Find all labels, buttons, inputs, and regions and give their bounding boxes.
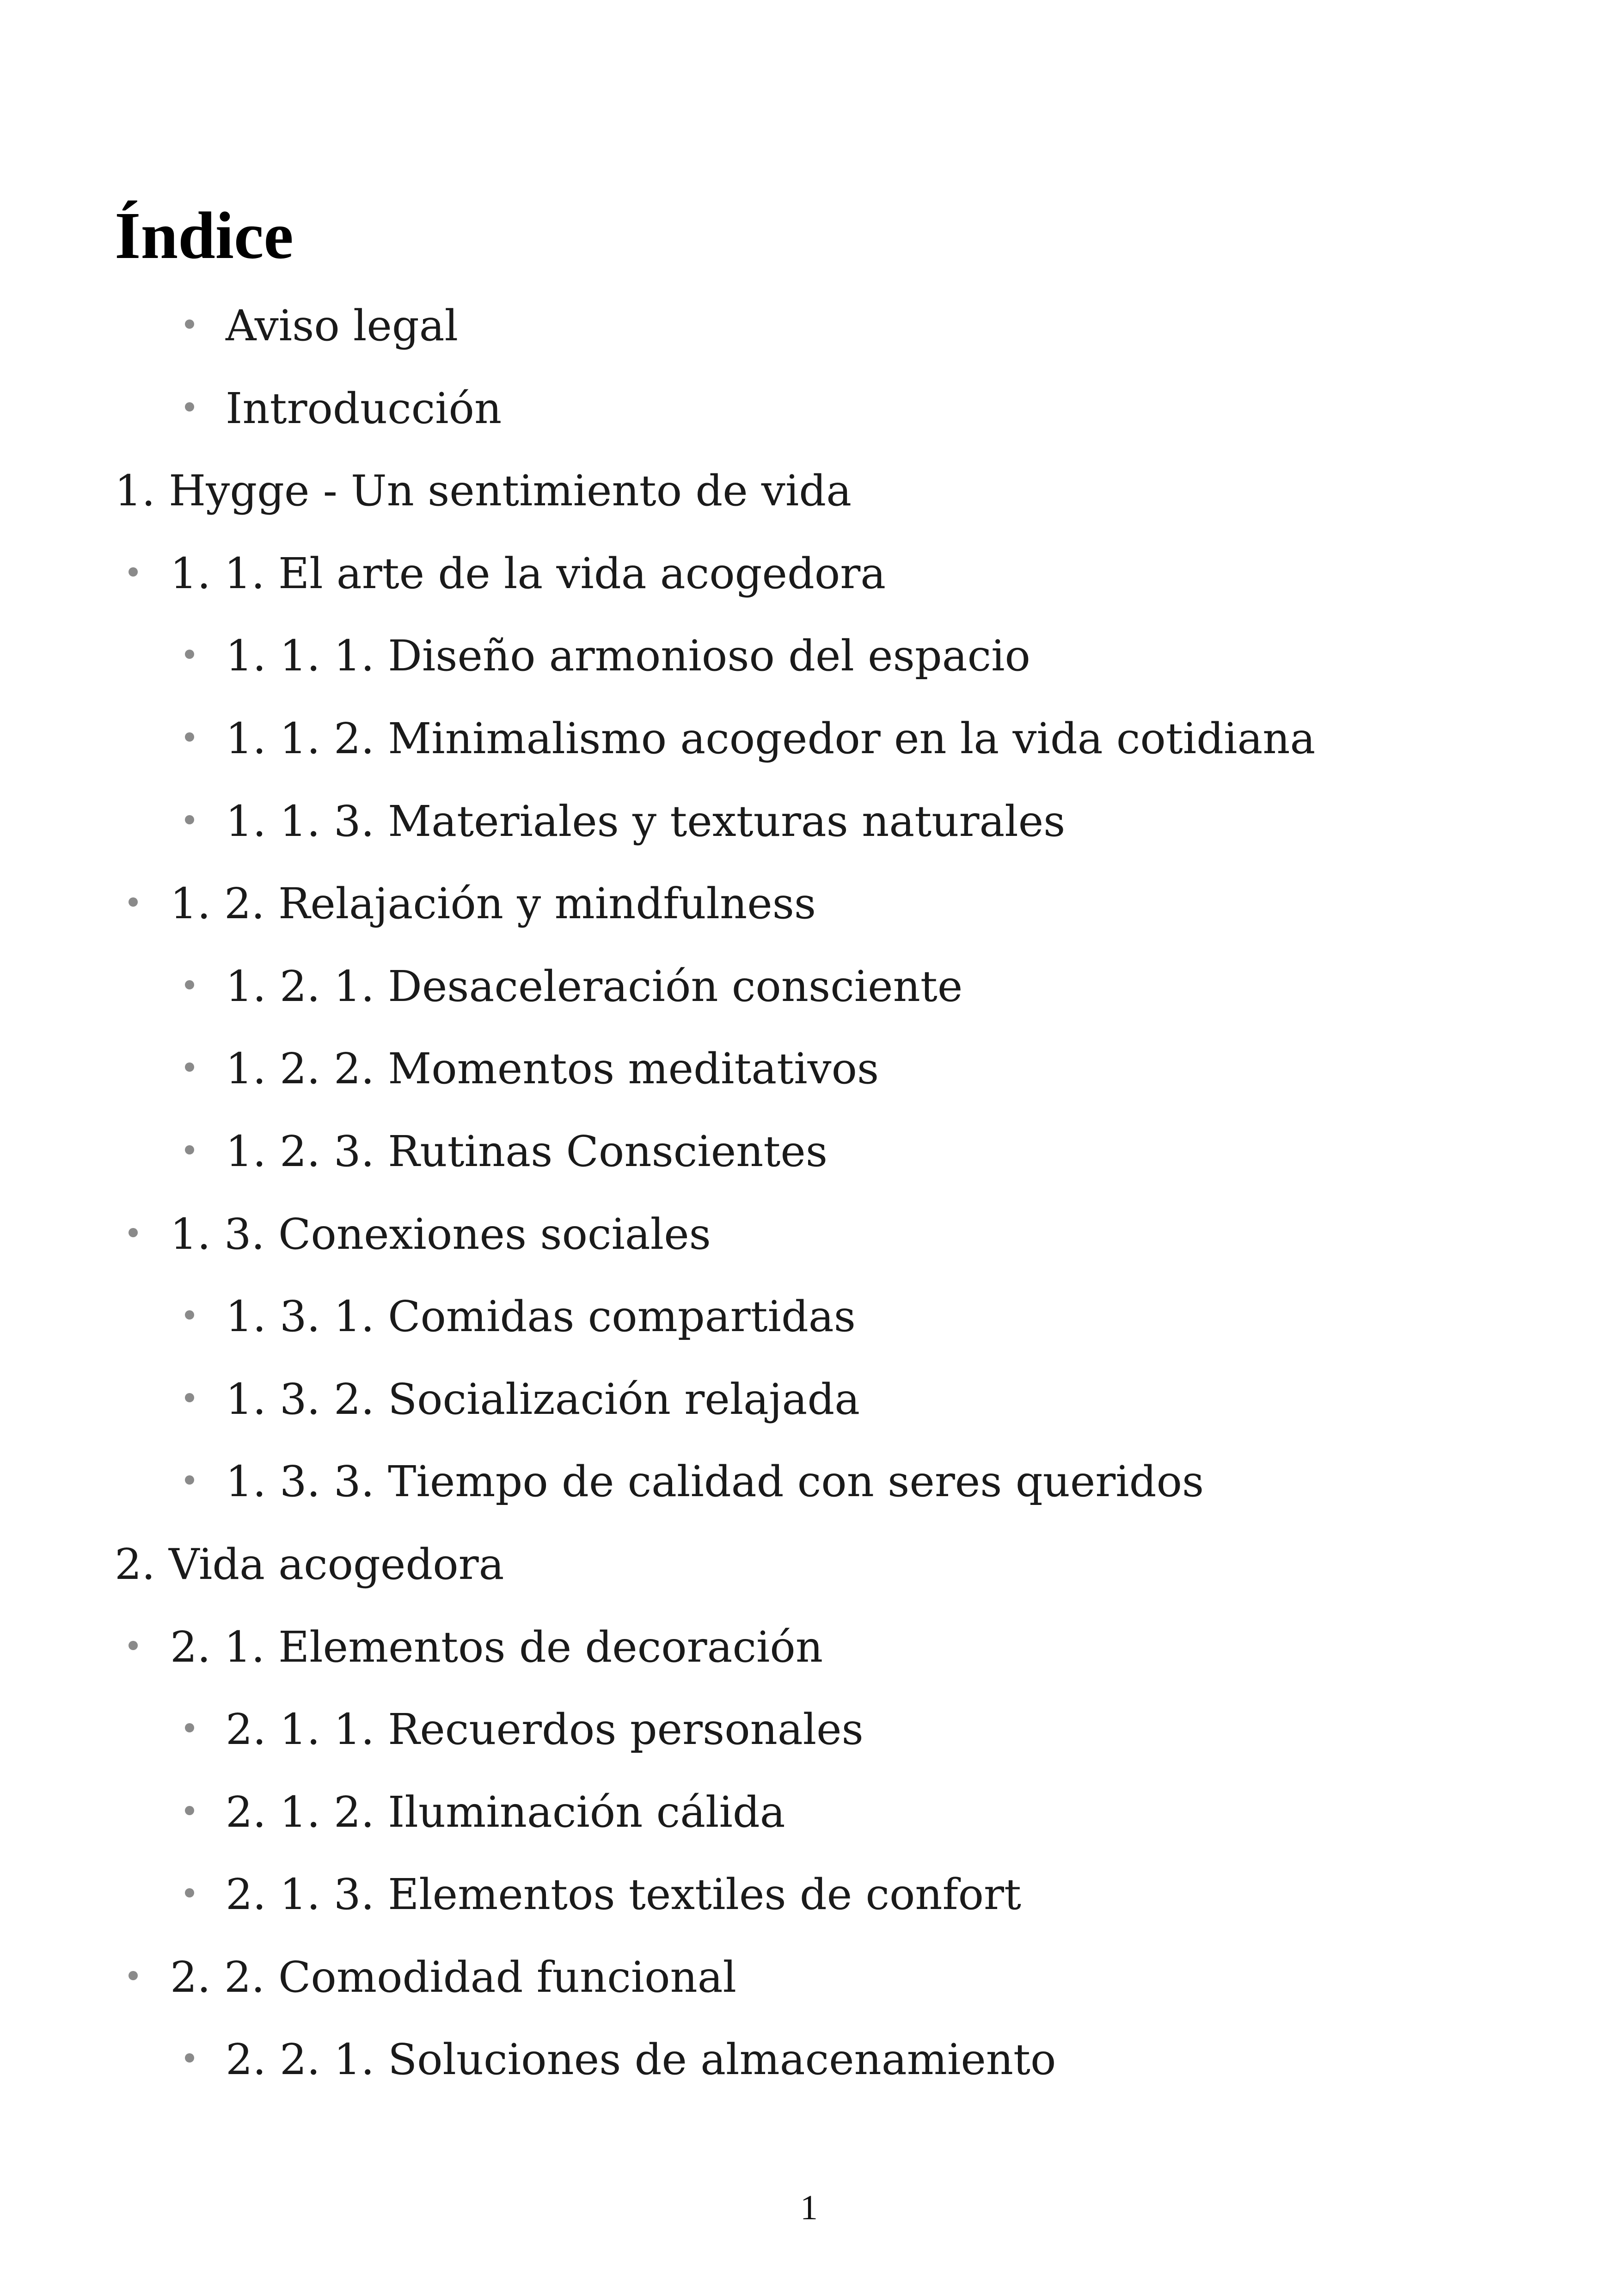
toc-entry[interactable] bbox=[0, 1294, 1618, 1376]
bullet-icon bbox=[185, 1806, 194, 1815]
bullet-icon bbox=[129, 1228, 138, 1237]
bullet-icon bbox=[185, 1062, 194, 1072]
toc-entry-label[interactable]: 1. 1. El arte de la vida acogedora bbox=[170, 548, 886, 598]
toc-entry[interactable] bbox=[0, 1046, 1618, 1129]
toc-entry-label[interactable]: 2. 1. 3. Elementos textiles de confort bbox=[226, 1870, 1022, 1920]
toc-entry-label[interactable]: Aviso legal bbox=[226, 301, 458, 350]
bullet-icon bbox=[129, 1641, 138, 1650]
toc-entry-label[interactable]: 1. 1. 3. Materiales y texturas naturales bbox=[226, 796, 1066, 846]
toc-entry[interactable] bbox=[0, 1211, 1618, 1294]
bullet-icon bbox=[185, 732, 194, 742]
toc-entry[interactable] bbox=[0, 633, 1618, 716]
toc-entry[interactable] bbox=[0, 2037, 1618, 2119]
toc-entry-label[interactable]: 1. 2. 3. Rutinas Conscientes bbox=[226, 1126, 828, 1176]
bullet-icon bbox=[129, 1971, 138, 1980]
toc-entry[interactable] bbox=[0, 798, 1618, 881]
toc-entry-label[interactable]: 1. Hygge - Un sentimiento de vida bbox=[115, 466, 852, 516]
toc-entry-label[interactable]: 1. 2. 2. Momentos meditativos bbox=[226, 1044, 879, 1094]
bullet-icon bbox=[185, 1310, 194, 1320]
bullet-icon bbox=[185, 980, 194, 989]
toc-entry[interactable] bbox=[0, 548, 1618, 633]
bullet-icon bbox=[185, 1888, 194, 1897]
toc-entry-label[interactable]: 1. 3. 1. Comidas compartidas bbox=[226, 1292, 856, 1342]
toc-entry[interactable] bbox=[0, 1459, 1618, 1541]
page-number: 1 bbox=[800, 2188, 818, 2227]
toc-entry[interactable] bbox=[0, 713, 1618, 798]
toc-entry[interactable] bbox=[0, 961, 1618, 1046]
table-of-contents bbox=[0, 303, 1618, 2119]
bullet-icon bbox=[185, 1475, 194, 1485]
toc-entry-label[interactable]: 2. 2. 1. Soluciones de almacenamiento bbox=[226, 2035, 1056, 2085]
page-title: Índice bbox=[115, 199, 294, 273]
toc-entry-label[interactable]: Introducción bbox=[226, 383, 502, 433]
toc-entry[interactable] bbox=[0, 881, 1618, 964]
toc-entry[interactable] bbox=[0, 1624, 1618, 1707]
bullet-icon bbox=[185, 2053, 194, 2063]
toc-entry[interactable] bbox=[0, 1872, 1618, 1954]
toc-entry-label[interactable]: 1. 2. Relajación y mindfulness bbox=[170, 879, 816, 929]
bullet-icon bbox=[185, 402, 194, 411]
toc-entry-label[interactable]: 2. 1. 1. Recuerdos personales bbox=[226, 1705, 864, 1755]
toc-entry[interactable] bbox=[0, 1126, 1618, 1211]
toc-entry[interactable] bbox=[0, 468, 1618, 551]
toc-entry-label[interactable]: 1. 3. 3. Tiempo de calidad con seres queridos bbox=[226, 1457, 1204, 1507]
toc-entry-label[interactable]: 2. 2. Comodidad funcional bbox=[170, 1952, 737, 2002]
toc-entry[interactable] bbox=[0, 1541, 1618, 1624]
toc-entry[interactable] bbox=[0, 1707, 1618, 1789]
bullet-icon bbox=[185, 815, 194, 824]
toc-entry-label[interactable]: 2. Vida acogedora bbox=[115, 1539, 504, 1589]
bullet-icon bbox=[129, 897, 138, 907]
toc-entry-label[interactable]: 2. 1. 2. Iluminación cálida bbox=[226, 1787, 785, 1837]
toc-entry[interactable] bbox=[0, 383, 1618, 468]
bullet-icon bbox=[185, 1393, 194, 1402]
toc-entry[interactable] bbox=[0, 1789, 1618, 1872]
bullet-icon bbox=[129, 567, 138, 577]
toc-entry[interactable] bbox=[0, 1376, 1618, 1459]
toc-entry-label[interactable]: 1. 3. 2. Socialización relajada bbox=[226, 1374, 860, 1424]
bullet-icon bbox=[185, 650, 194, 659]
toc-entry-label[interactable]: 1. 3. Conexiones sociales bbox=[170, 1209, 711, 1259]
toc-entry-label[interactable]: 2. 1. Elementos de decoración bbox=[170, 1622, 823, 1672]
toc-entry[interactable] bbox=[0, 303, 1618, 386]
bullet-icon bbox=[185, 1723, 194, 1732]
toc-entry-label[interactable]: 1. 1. 2. Minimalismo acogedor en la vida cotidiana bbox=[226, 713, 1316, 763]
bullet-icon bbox=[185, 1145, 194, 1154]
toc-entry-label[interactable]: 1. 1. 1. Diseño armonioso del espacio bbox=[226, 631, 1030, 681]
toc-entry[interactable] bbox=[0, 1954, 1618, 2037]
toc-entry-label[interactable]: 1. 2. 1. Desaceleración consciente bbox=[226, 961, 963, 1011]
bullet-icon bbox=[185, 319, 194, 329]
